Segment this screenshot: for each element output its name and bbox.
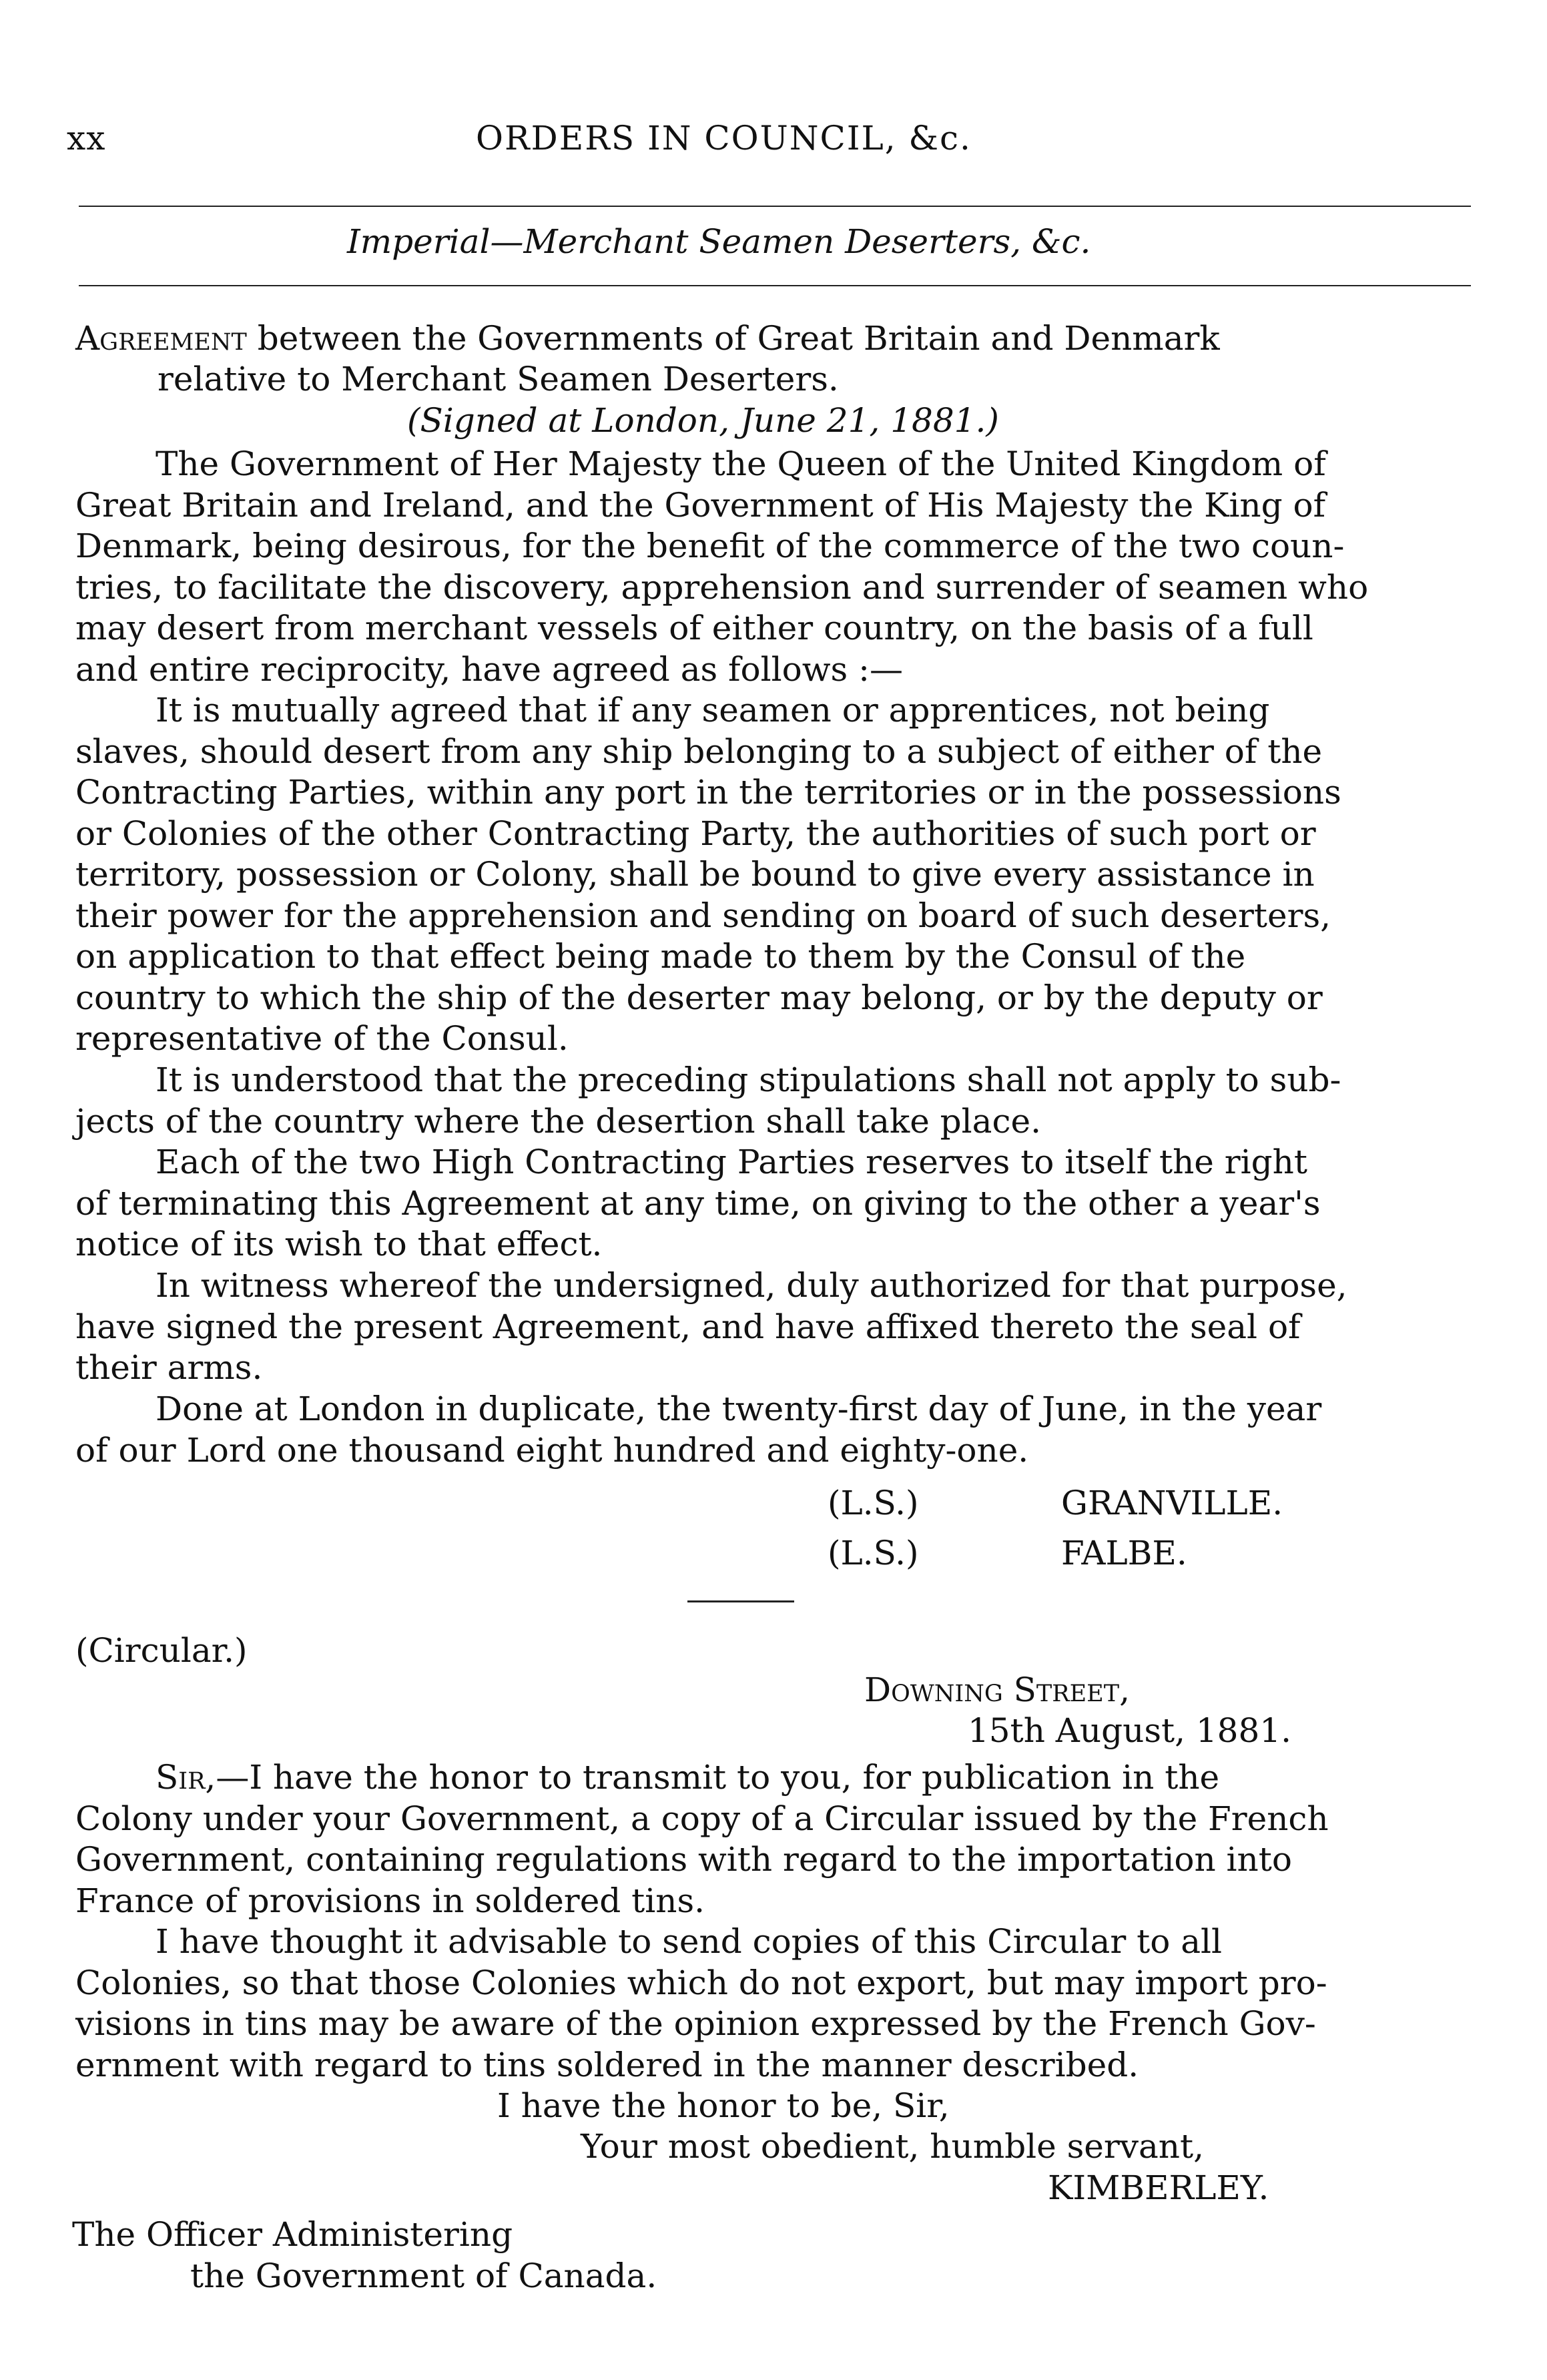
addressee-line-2: the Government of Canada. xyxy=(190,2257,657,2295)
signature-kimberley: KIMBERLEY. xyxy=(1048,2168,1269,2207)
agreement-paragraph-6 xyxy=(75,1389,1477,1471)
text-line: on application to that effect being made to them by the Consul of the xyxy=(75,937,1246,976)
text-line: Great Britain and Ireland, and the Government of His Majesty the King of xyxy=(75,485,1326,525)
header-rule-bottom xyxy=(79,285,1471,286)
text-line: France of provisions in soldered tins. xyxy=(75,1881,705,1920)
text-line: It is mutually agreed that if any seamen or apprentices, not being xyxy=(156,691,1270,729)
text-line: their power for the apprehension and sending on board of such deserters, xyxy=(75,896,1331,935)
text-line: of our Lord one thousand eight hundred and eighty-one. xyxy=(75,1430,1029,1470)
text-line: Denmark, being desirous, for the benefit of the commerce of the two coun- xyxy=(75,527,1345,565)
text-line: slaves, should desert from any ship belonging to a subject of either of the xyxy=(75,731,1323,771)
text-line: may desert from merchant vessels of either country, on the basis of a full xyxy=(75,609,1313,647)
text-line: country to which the ship of the deserter may belong, or by the deputy or xyxy=(75,978,1323,1017)
circular-address: Downing Street, xyxy=(864,1671,1130,1709)
circular-paragraph-1 xyxy=(75,1757,1477,1921)
agreement-heading xyxy=(75,318,1220,359)
text-line: Colony under your Government, a copy of a Circular issued by the French xyxy=(75,1799,1329,1838)
agreement-heading-rest: between the Governments of Great Britain and Denmark xyxy=(246,319,1220,358)
text-line: of terminating this Agreement at any time, on giving to the other a year's xyxy=(75,1183,1321,1223)
text-line: Done at London in duplicate, the twenty-first day of June, in the year xyxy=(156,1390,1322,1428)
agreement-paragraph-2 xyxy=(75,690,1477,1060)
section-subheader: Imperial—Merchant Seamen Deserters, &c. xyxy=(347,222,1091,261)
text-line: their arms. xyxy=(75,1348,263,1387)
signature-granville: GRANVILLE. xyxy=(1061,1484,1283,1522)
running-title: ORDERS IN COUNCIL, &c. xyxy=(476,119,972,158)
text-line: It is understood that the preceding stipulations shall not apply to sub- xyxy=(156,1061,1341,1099)
text-line: representative of the Consul. xyxy=(75,1019,569,1058)
agreement-heading-word: Agreement xyxy=(75,319,247,358)
text-line: —I have the honor to transmit to you, for publication in the xyxy=(216,1758,1220,1797)
addressee-line-1: The Officer Administering xyxy=(72,2215,513,2254)
text-line: tries, to facilitate the discovery, apprehension and surrender of seamen who xyxy=(75,567,1369,607)
text-line: In witness whereof the undersigned, duly authorized for that purpose, xyxy=(156,1266,1347,1305)
text-line: or Colonies of the other Contracting Party, the authorities of such port or xyxy=(75,814,1316,853)
text-line: territory, possession or Colony, shall be bound to give every assistance in xyxy=(75,855,1315,894)
circular-paragraph-2 xyxy=(75,1921,1477,2086)
closing-line-2: Your most obedient, humble servant, xyxy=(581,2127,1204,2166)
seal-2: (L.S.) xyxy=(828,1534,919,1572)
closing-line-1: I have the honor to be, Sir, xyxy=(497,2086,950,2125)
text-line: Government, containing regulations with regard to the importation into xyxy=(75,1840,1292,1879)
text-line: I have thought it advisable to send copies of this Circular to all xyxy=(156,1922,1223,1961)
agreement-paragraph-4 xyxy=(75,1142,1477,1265)
text-line: notice of its wish to that effect. xyxy=(75,1225,603,1263)
text-line: visions in tins may be aware of the opinion expressed by the French Gov- xyxy=(75,2004,1316,2043)
agreement-paragraph-1 xyxy=(75,444,1477,690)
agreement-paragraph-3 xyxy=(75,1060,1477,1142)
salutation: Sir, xyxy=(156,1758,216,1797)
text-line: jects of the country where the desertion shall take place. xyxy=(75,1101,1041,1141)
seal-1: (L.S.) xyxy=(828,1484,919,1522)
text-line: and entire reciprocity, have agreed as follows :— xyxy=(75,649,903,689)
text-line: ernment with regard to tins soldered in the manner described. xyxy=(75,2045,1139,2084)
section-divider xyxy=(687,1600,794,1602)
agreement-signed-note: (Signed at London, June 21, 1881.) xyxy=(407,401,999,440)
agreement-heading-line2: relative to Merchant Seamen Deserters. xyxy=(158,360,839,398)
text-line: have signed the present Agreement, and have affixed thereto the seal of xyxy=(75,1307,1301,1346)
circular-date: 15th August, 1881. xyxy=(968,1711,1292,1750)
signature-falbe: FALBE. xyxy=(1061,1534,1187,1572)
text-line: The Government of Her Majesty the Queen of the United Kingdom of xyxy=(156,444,1326,483)
header-rule-top xyxy=(79,206,1471,207)
text-line: Each of the two High Contracting Parties reserves to itself the right xyxy=(156,1143,1307,1181)
text-line: Contracting Parties, within any port in the territories or in the possessions xyxy=(75,773,1341,812)
circular-label: (Circular.) xyxy=(75,1631,248,1670)
agreement-paragraph-5 xyxy=(75,1265,1477,1389)
text-line: Colonies, so that those Colonies which do not export, but may import pro- xyxy=(75,1963,1327,2002)
page-number: xx xyxy=(67,119,106,158)
